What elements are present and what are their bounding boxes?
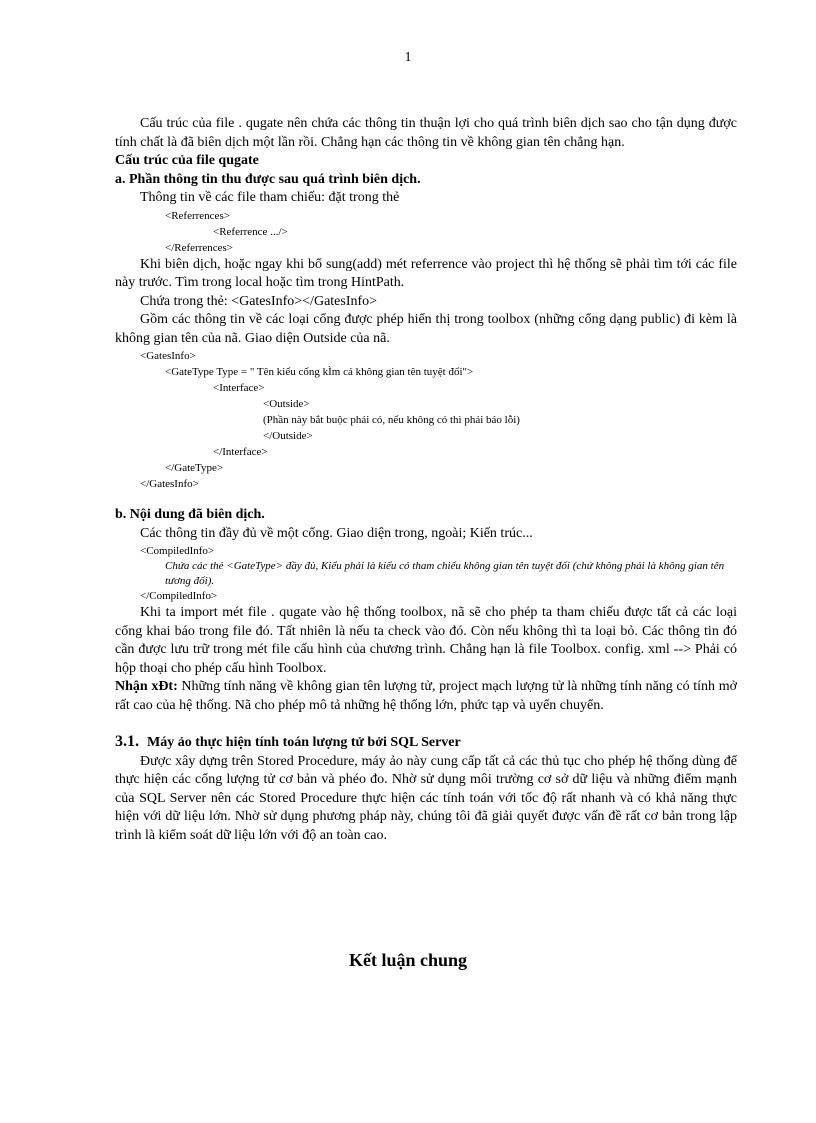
code-outside-note: (Phần này bắt buộc phải có, nếu không có thì phải báo lỗi) — [263, 414, 520, 426]
remark-label: Nhận xÐt: — [115, 679, 178, 694]
refs-line: Thông tin về các file tham chiếu: đặt trong thẻ — [140, 190, 400, 205]
code-refs-item: <Referrence .../> — [213, 225, 288, 238]
compile-paragraph: Khi biên dịch, hoặc ngay khi bổ sung(add) mét referrence vào project thì hệ thống sẽ phải tìm tới các file này trước. Tìm trong local hoặc tìm trong HintPath. — [115, 256, 737, 290]
section-title: Máy ảo thực hiện tính toán lượng tử bởi SQL Server — [147, 735, 461, 750]
remark-paragraph — [115, 678, 737, 715]
compiled-line: Các thông tin đầy đủ về một cổng. Giao diện trong, ngoài; Kiến trúc... — [140, 525, 533, 541]
code-compiled-note: Chứa các thẻ <GateType> đầy đủ, Kiểu phải là kiểu có tham chiếu không gian tên tuyệt đối (chứ không phải là không gian tên tương đối). — [165, 560, 725, 587]
code-refs-open: <Referrences> — [165, 209, 230, 222]
heading-main: Cấu trúc của file qugate — [115, 153, 259, 168]
section-number: 3.1. — [115, 733, 139, 750]
page-number: 1 — [404, 50, 412, 65]
code-outside-close: </Outside> — [263, 430, 313, 442]
gates-line: Chứa trong thẻ: <GatesInfo></GatesInfo> — [140, 293, 378, 309]
code-gatetype-close: </GateType> — [165, 462, 224, 474]
intro-paragraph: Cấu trúc của file . qugate nên chứa các thông tin thuận lợi cho quá trình biên dịch sao cho tận dụng được tính chất là đã biên dịch một lần rồi. Chẳng hạn các thông tin về không gian tên chẳng hạn. — [115, 116, 737, 150]
code-interface-close: </Interface> — [213, 446, 268, 458]
code-interface-open: <Interface> — [213, 382, 265, 394]
import-paragraph: Khi ta import mét file . qugate vào hệ thống toolbox, nã sẽ cho phép ta tham chiếu được tất cả các loại cổng khai báo trong file đó. Tất nhiên là nếu ta check vào đó. Còn nếu không thì ta loại bỏ. Các thông tin đó cần được lưu trữ trong mét file cấu hình của chương trình. Chẳng hạn là file Toolbox. config. xml --> Phải có hộp thoại cho phép cấu hình Toolbox. — [115, 605, 737, 676]
code-gates-close: </GatesInfo> — [140, 478, 199, 490]
code-compiled-close: </CompiledInfo> — [140, 590, 218, 602]
heading-b: b. Nội dung đã biên dịch. — [115, 507, 265, 522]
document-body — [115, 115, 737, 845]
code-gatetype-open: <GateType Type = " Tên kiểu cổng kÌm cả không gian tên tuyệt đối"> — [165, 366, 474, 378]
section-heading — [115, 733, 737, 753]
code-compiled-open: <CompiledInfo> — [140, 545, 215, 557]
code-outside-open: <Outside> — [263, 398, 310, 410]
code-refs-close: </Referrences> — [165, 241, 233, 254]
heading-a: a. Phần thông tin thu được sau quá trình biên dịch. — [115, 171, 421, 187]
section-paragraph: Được xây dựng trên Stored Procedure, máy ảo này cung cấp tất cả các thủ tục cho phép hệ thống dùng để thực hiện các cổng lượng tử cơ bản và phéo đo. Nhờ sử dụng môi trường cơ sở dữ liệu và những điểm mạnh của SQL Server nên các Stored Procedure thực hiện các tính toán với tốc độ rất nhanh và có khả năng thực hiện với dữ liệu lớn. Nhờ sử dụng phương pháp này, chúng tôi đã giải quyết được vấn đề rất cơ bản trong lập trình là kiểm soát dữ liệu lớn với độ an toàn cao. — [115, 753, 737, 843]
remark-text: Những tính năng về không gian tên lượng tử, project mạch lượng tử là những tính năng có tính mở rất cao của hệ thống. Nã cho phép mô tả những hệ thống lớn, phức tạp và uyển chuyển. — [115, 679, 737, 713]
conclusion-title: Kết luận chung — [348, 950, 468, 970]
code-gates-open: <GatesInfo> — [140, 350, 196, 362]
gates-paragraph: Gồm các thông tin về các loại cổng được phép hiển thị trong toolbox (những cổng dạng public) đi kèm là không gian tên của nã. Giao diện Outside của nã. — [115, 312, 737, 346]
